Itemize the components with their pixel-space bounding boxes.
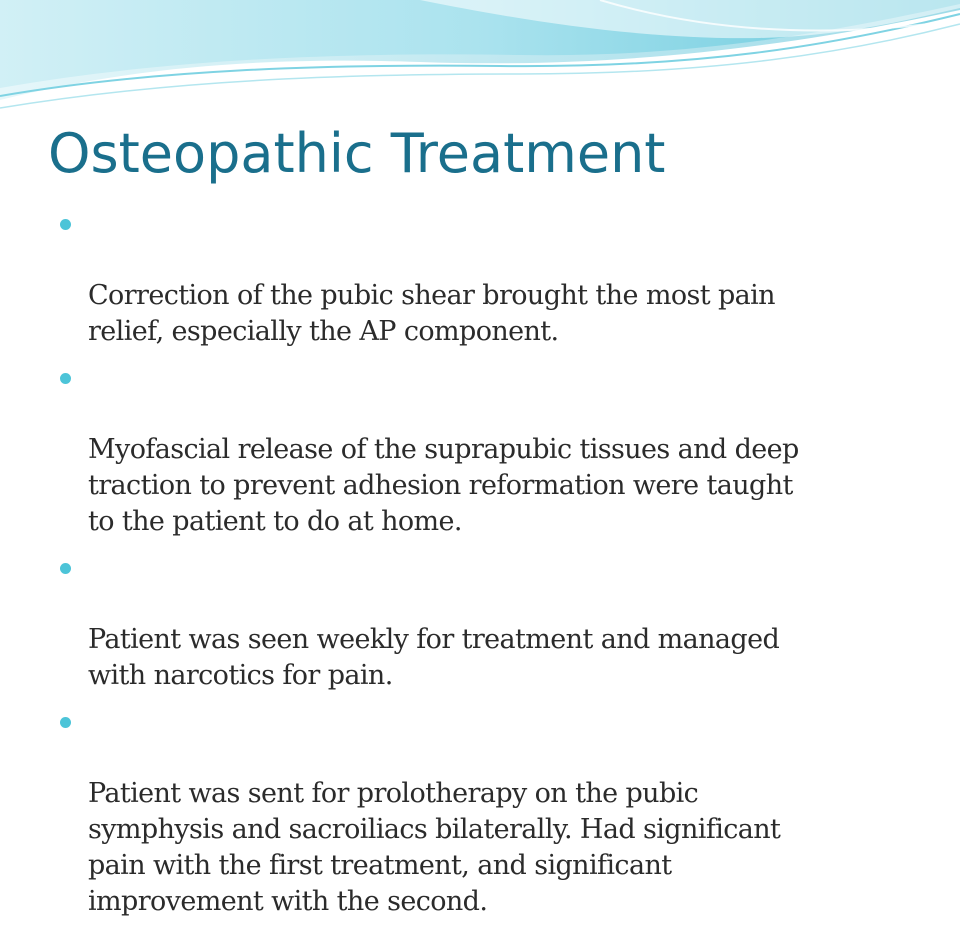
header-wave-decoration	[0, 0, 960, 115]
bullet-dot-icon	[60, 373, 71, 384]
bullet-dot-icon	[60, 563, 71, 574]
bullet-item	[60, 360, 900, 540]
bullet-item	[60, 704, 900, 920]
slide-title: Osteopathic Treatment	[48, 122, 666, 185]
bullet-dot-icon	[60, 717, 71, 728]
bullet-text: Correction of the pubic shear brought the most pain relief, especially the AP component.	[88, 280, 775, 347]
bullet-item	[60, 550, 900, 694]
bullet-list	[60, 206, 900, 930]
bullet-text: Patient was sent for prolotherapy on the pubic symphysis and sacroiliacs bilaterally. Had significant pain with the first treatment, and significant improvement with the second.	[88, 778, 781, 917]
bullet-dot-icon	[60, 219, 71, 230]
bullet-text: Myofascial release of the suprapubic tissues and deep traction to prevent adhesion reformation were taught to the patient to do at home.	[88, 434, 799, 537]
bullet-item	[60, 206, 900, 350]
bullet-text: Patient was seen weekly for treatment and managed with narcotics for pain.	[88, 624, 780, 691]
